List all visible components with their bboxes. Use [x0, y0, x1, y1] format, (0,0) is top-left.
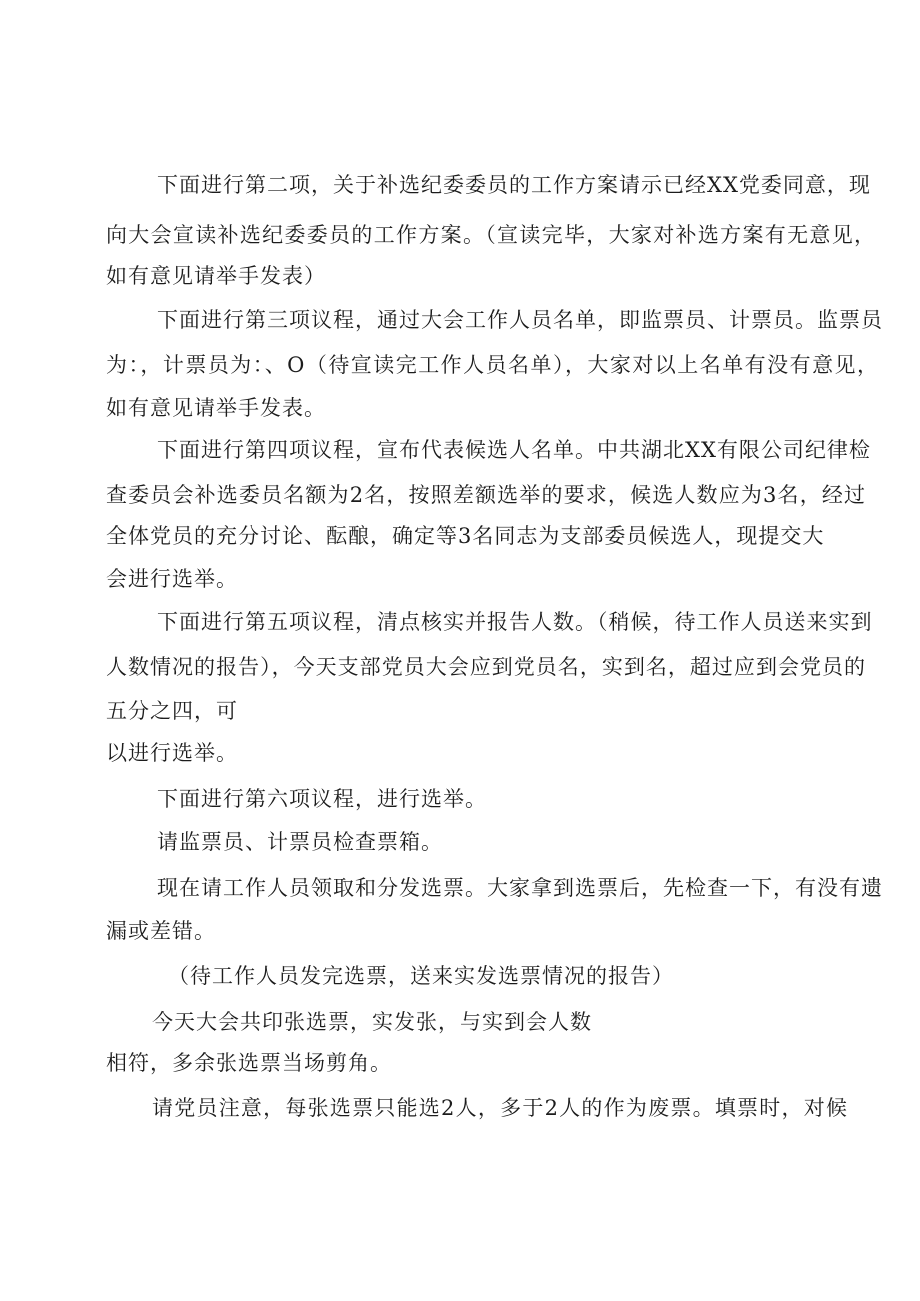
text-line: 下面进行第二项，关于补选纪委委员的工作方案请示已经XX党委同意，现 [157, 173, 871, 197]
text-line: 以进行选举。 [106, 741, 238, 765]
text-line: 人数情况的报告），今天支部党员大会应到党员名，实到名，超过应到会党员的 [106, 655, 866, 679]
text-line: 下面进行第五项议程，清点核实并报告人数。（稍候，待工作人员送来实到 [157, 610, 873, 634]
text-line: 查委员会补选委员名额为2名，按照差额选举的要求，候选人数应为3名，经过 [106, 483, 866, 507]
text-line: 漏或差错。 [106, 919, 216, 943]
text-line: 下面进行第六项议程，进行选举。 [157, 787, 487, 811]
text-line: 相符，多余张选票当场剪角。 [106, 1051, 392, 1075]
text-line: 全体党员的充分讨论、酝酿，确定等3名同志为支部委员候选人，现提交大 [106, 524, 825, 548]
text-line: 为：，计票员为：、O（待宣读完工作人员名单），大家对以上名单有没有意见， [106, 353, 879, 377]
text-line: （待工作人员发完选票，送来实发选票情况的报告） [168, 964, 674, 988]
text-line: 现在请工作人员领取和分发选票。大家拿到选票后，先检查一下，有没有遗 [157, 876, 883, 900]
text-line: 下面进行第三项议程，通过大会工作人员名单，即监票员、计票员。监票员 [157, 308, 883, 332]
text-line: 如有意见请举手发表） [106, 264, 326, 288]
text-line: 今天大会共印张选票，实发张，与实到会人数 [152, 1010, 592, 1034]
text-line: 会进行选举。 [106, 567, 238, 591]
text-line: 五分之四，可 [106, 699, 238, 723]
text-line: 下面进行第四项议程，宣布代表候选人名单。中共湖北XX有限公司纪律检 [157, 438, 871, 462]
text-line: 请党员注意，每张选票只能选2人，多于2人的作为废票。填票时，对候 [152, 1096, 848, 1120]
text-line: 向大会宣读补选纪委委员的工作方案。（宣读完毕，大家对补选方案有无意见， [106, 223, 876, 247]
text-line: 请监票员、计票员检查票箱。 [157, 830, 443, 854]
text-line: 如有意见请举手发表。 [106, 396, 326, 420]
